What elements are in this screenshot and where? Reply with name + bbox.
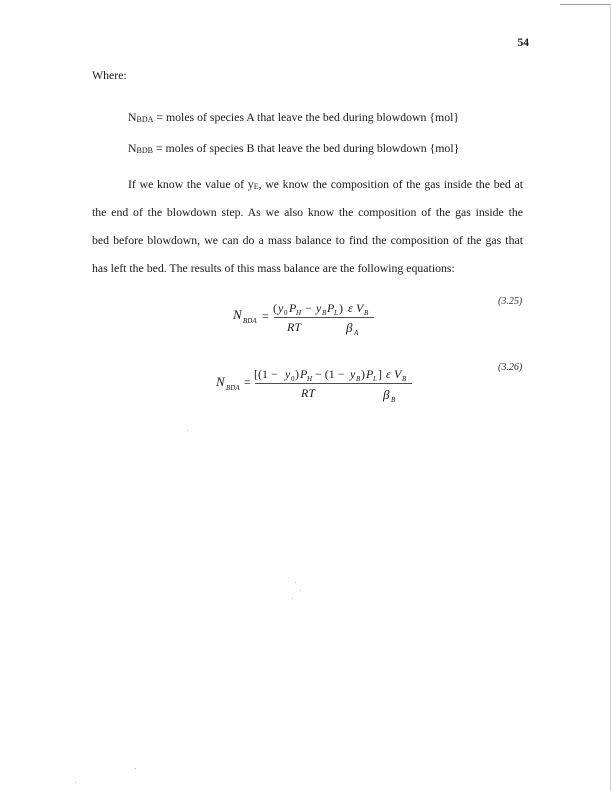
svg-text:(: ( [273,301,277,315]
nbda-subscript: BDA [136,115,154,124]
svg-text:BDA: BDA [243,317,257,325]
svg-text:=: = [244,375,251,389]
svg-text:B: B [322,309,327,317]
svg-text:−: − [305,301,312,315]
svg-text:P: P [327,301,335,315]
svg-text:H: H [307,375,313,383]
svg-text:B: B [356,375,361,383]
svg-text:β: β [383,387,390,402]
svg-text:A: A [354,329,359,337]
scan-speck [295,582,296,583]
svg-text:]: ] [378,367,382,381]
equation-3-26 [210,358,420,408]
svg-text:ε: ε [386,367,391,381]
svg-text:=: = [262,309,269,323]
paragraph-line-1-part-a: If we know the value of y [128,177,254,191]
svg-text:B: B [364,309,369,317]
paragraph-line-2: the end of the blowdown step. As we also know the composition of the gas inside the [92,205,523,219]
equation-number-3-26: (3.26) [498,362,523,373]
svg-text:B: B [391,396,396,404]
svg-text:H: H [296,309,302,317]
paragraph-line-1 [128,177,523,192]
svg-text:): ) [295,367,299,381]
svg-text:[(1 −: [(1 − [254,367,278,381]
svg-text:β: β [346,320,353,335]
where-label: Where: [92,68,127,82]
definition-nbda [128,110,459,125]
svg-text:y: y [278,301,284,315]
svg-text:P: P [366,367,374,381]
definition-nbdb [128,141,459,156]
svg-text:ε: ε [348,301,353,315]
svg-text:): ) [339,301,343,315]
page-number: 54 [517,37,529,49]
svg-text:y: y [285,367,291,381]
nbdb-definition-text: = moles of species B that leave the bed during blowdown {mol} [152,141,460,155]
svg-text:N: N [233,307,242,322]
scan-speck [187,430,188,431]
nbda-definition-text: = moles of species A that leave the bed during blowdown {mol} [153,110,460,124]
equation-number-3-25: (3.25) [498,296,523,307]
scan-speck [292,598,293,599]
scan-speck [135,768,136,769]
paragraph-line-3: bed before blowdown, we can do a mass balance to find the composition of the gas that [92,233,523,247]
svg-text:P: P [289,301,297,315]
svg-text:− (1 −: − (1 − [315,367,345,381]
paragraph-line-1-subscript: E [253,182,259,191]
svg-text:L: L [373,375,377,383]
svg-text:P: P [300,367,308,381]
svg-text:L: L [334,309,338,317]
svg-text:RT: RT [301,386,316,400]
svg-text:V: V [394,367,402,381]
svg-text:BDA: BDA [226,384,240,392]
svg-text:): ) [361,367,365,381]
svg-text:y: y [316,301,322,315]
nbdb-symbol: N [128,141,137,155]
scan-speck [75,782,76,783]
svg-text:0: 0 [284,309,288,317]
svg-text:B: B [402,375,407,383]
svg-text:RT: RT [287,320,302,334]
nbdb-subscript: BDB [136,146,153,155]
nbda-symbol: N [128,110,137,124]
equation-3-25 [225,292,405,342]
paragraph-line-1-part-b: , we know the composition of the gas inside the bed at [258,177,523,191]
svg-text:0: 0 [291,375,295,383]
top-edge-line [560,4,611,5]
svg-text:N: N [216,374,225,389]
svg-text:V: V [356,301,364,315]
paragraph-line-4: has left the bed. The results of this mass balance are the following equations: [92,261,455,275]
svg-text:y: y [350,367,356,381]
scan-speck [300,590,301,591]
